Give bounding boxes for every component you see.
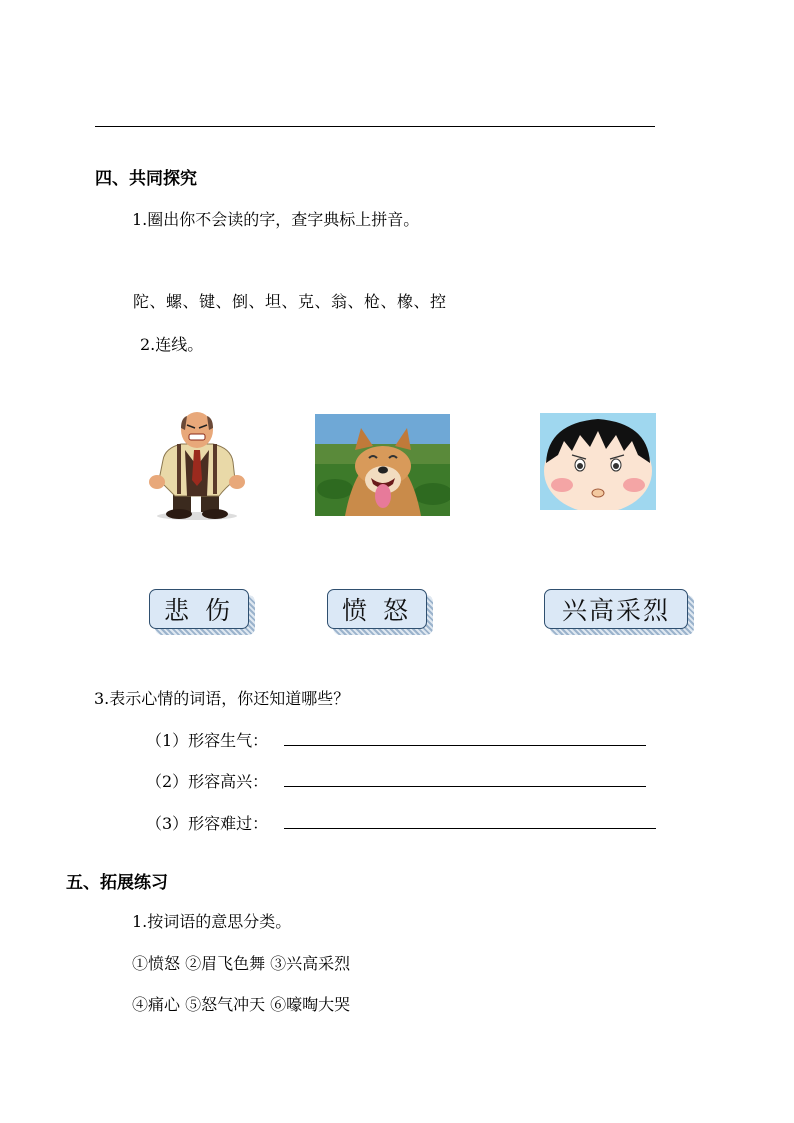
answer-line-sad[interactable] [284, 828, 656, 829]
word-card-angry[interactable] [327, 589, 427, 629]
word-list-line-1: ①愤怒 ②眉飞色舞 ③兴高采烈 [132, 954, 351, 973]
question-1: 1.圈出你不会读的字，查字典标上拼音。 [132, 210, 420, 229]
word-card-label: 兴高采烈 [544, 589, 688, 629]
smiling-dog-image [315, 414, 450, 516]
word-card-label: 愤 怒 [327, 589, 427, 629]
answer-line-angry[interactable] [284, 745, 646, 746]
top-rule [95, 126, 655, 127]
word-card-happy[interactable] [544, 589, 688, 629]
sad-girl-image [540, 413, 656, 510]
word-card-label: 悲 伤 [149, 589, 249, 629]
question-3: 3.表示心情的词语，你还知道哪些？ [94, 689, 350, 708]
q3-item-angry: （1）形容生气： [146, 731, 269, 750]
character-list: 陀、螺、键、倒、坦、克、翁、枪、橡、控 [133, 292, 447, 311]
word-card-sad[interactable] [149, 589, 249, 629]
section-5-title: 五、拓展练习 [66, 873, 168, 893]
angry-man-image [145, 410, 250, 522]
q3-item-sad: （3）形容难过： [146, 814, 269, 833]
word-list-line-2: ④痛心 ⑤怒气冲天 ⑥嚎啕大哭 [132, 995, 351, 1014]
section5-question-1: 1.按词语的意思分类。 [132, 912, 292, 931]
answer-line-happy[interactable] [284, 786, 646, 787]
section-4-title: 四、共同探究 [95, 169, 197, 189]
q3-item-happy: （2）形容高兴： [146, 772, 269, 791]
question-2: 2.连线。 [140, 335, 204, 354]
